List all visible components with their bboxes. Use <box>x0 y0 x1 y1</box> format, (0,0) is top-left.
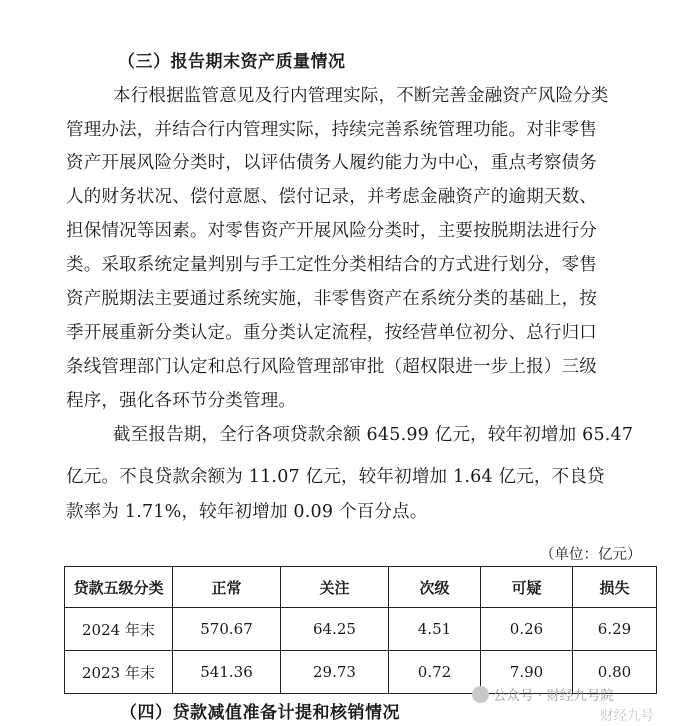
table-cell: 570.67 <box>173 608 281 651</box>
table-header-cell: 正常 <box>173 567 281 608</box>
loan-classification-table <box>64 566 657 694</box>
table-header-cell: 贷款五级分类 <box>65 567 173 608</box>
paragraph-line: 资产开展风险分类时，以评估债务人履约能力为中心，重点考察债务 <box>66 153 597 173</box>
watermark-text: 公众号 · 财经九号院 <box>493 688 614 704</box>
table-cell: 64.25 <box>281 608 389 651</box>
paragraph-line: 截至报告期，全行各项贷款余额 645.99 亿元，较年初增加 65.47 <box>113 425 634 445</box>
table-cell: 2023 年末 <box>65 651 173 694</box>
paragraph-line: 条线管理部门认定和总行风险管理部审批（超权限进一步上报）三级 <box>66 357 597 377</box>
paragraph-line: 担保情况等因素。对零售资产开展风险分类时，主要按脱期法进行分 <box>66 221 597 241</box>
table-header-row <box>65 567 657 608</box>
table-header-cell: 损失 <box>573 567 657 608</box>
table-header-cell: 可疑 <box>481 567 573 608</box>
table-cell: 7.90 <box>481 651 573 694</box>
paragraph-line: 程序，强化各环节分类管理。 <box>66 391 297 411</box>
paragraph-line: 人的财务状况、偿付意愿、偿付记录，并考虑金融资产的逾期天数、 <box>66 187 597 207</box>
table-cell: 0.80 <box>573 651 657 694</box>
table-header-cell: 关注 <box>281 567 389 608</box>
table-header-cell: 次级 <box>389 567 481 608</box>
paragraph-line: 款率为 1.71%，较年初增加 0.09 个百分点。 <box>66 502 428 522</box>
table-row <box>65 608 657 651</box>
paragraph-line: 类。采取系统定量判别与手工定性分类相结合的方式进行划分，零售 <box>66 255 597 275</box>
table-cell: 0.72 <box>389 651 481 694</box>
paragraph-line: 资产脱期法主要通过系统实施，非零售资产在系统分类的基础上，按 <box>66 289 597 309</box>
table-cell: 4.51 <box>389 608 481 651</box>
section-heading-asset-quality: （三）报告期末资产质量情况 <box>118 52 346 72</box>
unit-label: （单位：亿元） <box>540 547 642 563</box>
paragraph-line: 本行根据监管意见及行内管理实际，不断完善金融资产风险分类 <box>113 86 609 106</box>
table-cell: 0.26 <box>481 608 573 651</box>
paragraph-line: 季开展重新分类认定。重分类认定流程，按经营单位初分、总行归口 <box>66 323 597 343</box>
section-heading-loan-impairment: （四）贷款减值准备计提和核销情况 <box>120 703 400 723</box>
watermark-secondary: 财经九号 <box>600 708 654 724</box>
paragraph-line: 管理办法，并结合行内管理实际，持续完善系统管理功能。对非零售 <box>66 120 597 140</box>
table-cell: 2024 年末 <box>65 608 173 651</box>
table-cell: 541.36 <box>173 651 281 694</box>
table-cell: 6.29 <box>573 608 657 651</box>
table-cell: 29.73 <box>281 651 389 694</box>
wechat-icon <box>472 686 489 703</box>
watermark <box>472 684 614 704</box>
paragraph-line: 亿元。不良贷款余额为 11.07 亿元，较年初增加 1.64 亿元，不良贷 <box>66 467 605 487</box>
